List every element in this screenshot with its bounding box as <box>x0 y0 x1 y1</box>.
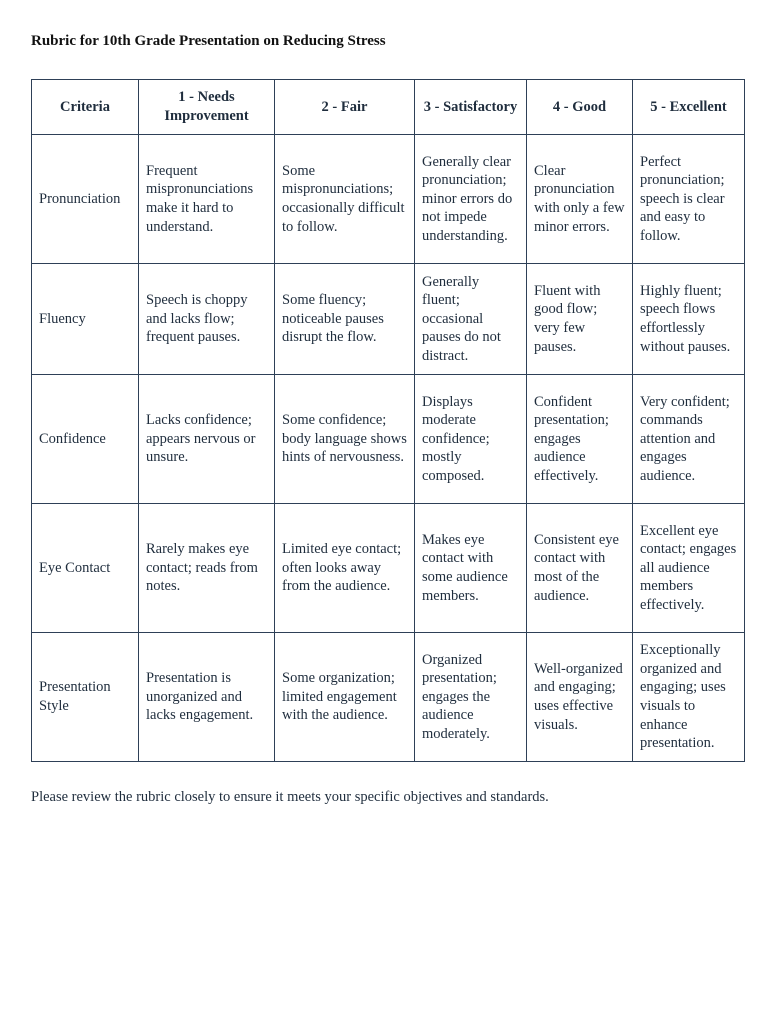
header-criteria: Criteria <box>32 80 139 135</box>
header-needs-improvement: 1 - Needs Improvement <box>139 80 275 135</box>
level4-cell: Fluent with good flow; very few pauses. <box>527 264 633 375</box>
level5-cell: Perfect pronunciation; speech is clear and easy to follow. <box>633 135 745 264</box>
header-excellent: 5 - Excellent <box>633 80 745 135</box>
table-row <box>32 264 745 375</box>
level3-cell: Makes eye contact with some audience members. <box>415 504 527 633</box>
criterion-cell: Eye Contact <box>32 504 139 633</box>
level4-cell: Consistent eye contact with most of the audience. <box>527 504 633 633</box>
level2-cell: Some organization; limited engagement with the audience. <box>275 633 415 762</box>
level3-cell: Organized presentation; engages the audience moderately. <box>415 633 527 762</box>
level5-cell: Exceptionally organized and engaging; uses visuals to enhance presentation. <box>633 633 745 762</box>
level2-cell: Limited eye contact; often looks away from the audience. <box>275 504 415 633</box>
level3-cell: Displays moderate confidence; mostly composed. <box>415 375 527 504</box>
level5-cell: Excellent eye contact; engages all audience members effectively. <box>633 504 745 633</box>
closing-note: Please review the rubric closely to ensure it meets your specific objectives and standards. <box>31 789 549 805</box>
level1-cell: Lacks confidence; appears nervous or unsure. <box>139 375 275 504</box>
level4-cell: Well-organized and engaging; uses effective visuals. <box>527 633 633 762</box>
level1-cell: Presentation is unorganized and lacks engagement. <box>139 633 275 762</box>
level1-cell: Speech is choppy and lacks flow; frequent pauses. <box>139 264 275 375</box>
level2-cell: Some fluency; noticeable pauses disrupt the flow. <box>275 264 415 375</box>
level2-cell: Some mispronunciations; occasionally difficult to follow. <box>275 135 415 264</box>
header-fair: 2 - Fair <box>275 80 415 135</box>
criterion-cell: Pronunciation <box>32 135 139 264</box>
rubric-table <box>31 79 745 762</box>
level5-cell: Very confident; commands attention and engages audience. <box>633 375 745 504</box>
level2-cell: Some confidence; body language shows hints of nervousness. <box>275 375 415 504</box>
level4-cell: Confident presentation; engages audience effectively. <box>527 375 633 504</box>
level3-cell: Generally fluent; occasional pauses do not distract. <box>415 264 527 375</box>
table-row <box>32 633 745 762</box>
level1-cell: Rarely makes eye contact; reads from notes. <box>139 504 275 633</box>
criterion-cell: Fluency <box>32 264 139 375</box>
level3-cell: Generally clear pronunciation; minor errors do not impede understanding. <box>415 135 527 264</box>
page-title: Rubric for 10th Grade Presentation on Reducing Stress <box>31 33 386 49</box>
table-row <box>32 135 745 264</box>
table-row <box>32 375 745 504</box>
level1-cell: Frequent mispronunciations make it hard to understand. <box>139 135 275 264</box>
header-row <box>32 80 745 135</box>
header-satisfactory: 3 - Satisfactory <box>415 80 527 135</box>
table-row <box>32 504 745 633</box>
header-good: 4 - Good <box>527 80 633 135</box>
criterion-cell: Confidence <box>32 375 139 504</box>
level4-cell: Clear pronunciation with only a few minor errors. <box>527 135 633 264</box>
level5-cell: Highly fluent; speech flows effortlessly without pauses. <box>633 264 745 375</box>
criterion-cell: Presentation Style <box>32 633 139 762</box>
